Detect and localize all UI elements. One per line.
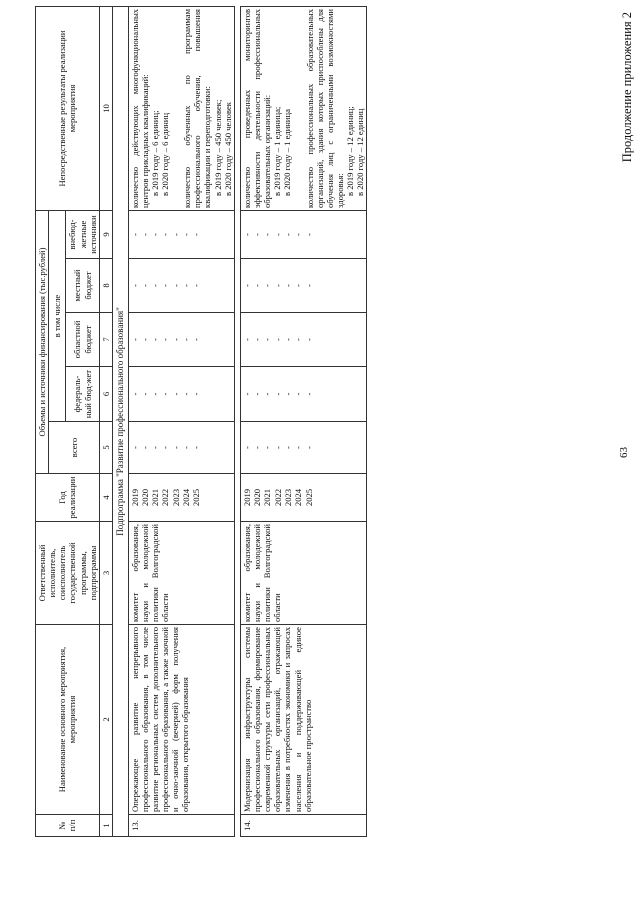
header-responsible: Ответственный исполнитель, соисполнитель государственной программы, подпрограммы [36,522,100,625]
implementation-years [240,474,367,522]
appendix-title: Продолжение приложения 2 [620,12,634,163]
funding-extra-value: - [170,233,181,236]
funding-federal-value: - [252,392,263,396]
funding-extra-value: - [262,233,273,236]
implementation-years [128,474,234,522]
column-number: 10 [99,6,112,210]
implementation-years-value: 2020 [252,488,263,507]
column-number: 4 [99,474,112,522]
result-line: в 2020 году – 12 единиц [355,108,366,196]
row-number: 13. [128,815,234,837]
funding-extra-value: - [303,233,314,236]
implementation-years-value: 2022 [272,488,283,507]
implementation-years-value: 2019 [241,488,252,507]
funding-federal-value: - [272,392,283,396]
column-number: 1 [99,815,112,837]
funding-federal-value: - [129,392,140,396]
funding-local-value: - [160,284,171,287]
program-table [35,6,367,837]
header-year: Год реализации [36,474,100,522]
column-number: 9 [99,210,112,258]
funding-local-value: - [241,284,252,287]
funding-local-value: - [293,284,304,287]
header-results: Непосредственные результаты реализации мероприятия [36,6,100,210]
implementation-years-value: 2021 [150,488,161,507]
funding-local-value: - [272,284,283,287]
funding-extra [240,210,367,258]
measure-name: Модернизация инфраструктуры системы профессионального образования, формирование современной структуры сети профессиональных образовательных организаций, отражающей изменения в потребностях экономики и запросах населения и поддерживающей единое образовательное пространство [240,625,367,815]
funding-local-value: - [191,284,202,287]
funding-regional-value: - [283,338,294,341]
funding-extra-value: - [150,233,161,236]
implementation-years-value: 2024 [293,488,304,507]
funding-local [240,259,367,313]
funding-extra-value: - [129,233,140,236]
result-line: количество обученных по программам профессионального обучения, повышения квалификации и переподготовки: [182,8,213,208]
funding-extra-value: - [293,233,304,236]
funding-local-value: - [139,284,150,287]
funding-regional-value: - [160,338,171,341]
funding-local-value: - [252,284,263,287]
header-name: Наименование основного мероприятия, мероприятия [36,625,100,815]
funding-total-value: - [283,446,294,449]
funding-extra-value: - [283,233,294,236]
implementation-years-value: 2023 [283,488,294,507]
measure-name: Опережающее развитие непрерывного профессионального образования, в том числе развитие региональных систем дополнительного профессионального образования, а также заочной и очно-заочной (вечерней) форм получения образования, открытого образования [128,625,234,815]
funding-regional [128,313,234,367]
funding-extra-value: - [160,233,171,236]
header-federal: федераль-ный бюд-жет [66,367,99,422]
funding-local-value: - [129,284,140,287]
funding-extra-value: - [272,233,283,236]
funding-total-value: - [181,446,192,449]
header-regional: областной бюджет [66,313,99,367]
funding-extra-value: - [191,233,202,236]
funding-regional-value: - [262,338,273,341]
header-local: местный бюджет [66,259,99,313]
subprogram-row [112,6,128,836]
result-line: в 2020 году – 1 единица [282,109,293,196]
result-line: в 2020 году – 6 единиц [160,112,171,196]
result-line: в 2019 году – 1 единица; [272,106,283,196]
column-number: 3 [99,522,112,625]
funding-local-value: - [303,284,314,287]
funding-regional-value: - [139,338,150,341]
funding-local-value: - [262,284,273,287]
implementation-years-value: 2023 [170,488,181,507]
funding-regional-value: - [303,338,314,341]
funding-extra-value: - [181,233,192,236]
funding-federal-value: - [139,392,150,396]
result-line: в 2020 году – 450 человек [222,102,233,196]
funding-extra [128,210,234,258]
funding-regional-value: - [241,338,252,341]
row-number: 14. [240,815,367,837]
column-numbers-row [99,6,112,836]
funding-total-value: - [272,446,283,449]
table-row [240,6,367,836]
result-line: количество проведенных мониторингов эффективности деятельности профессиональных образовательных организаций: [241,8,273,208]
implementation-years-value: 2024 [181,488,192,507]
funding-federal-value: - [262,392,273,396]
header-row-1 [36,6,49,836]
funding-regional-value: - [129,338,140,341]
result-line: в 2019 году – 12 единиц; [345,106,356,196]
funding-extra-value: - [252,233,263,236]
header-funding: Объемы и источники финансирования (тыс.рублей) [36,210,49,473]
header-including: в том числе [49,210,66,421]
funding-total-value: - [303,446,314,449]
funding-regional-value: - [170,338,181,341]
funding-local-value: - [181,284,192,287]
funding-regional-value: - [293,338,304,341]
page-number: 63 [618,447,630,458]
funding-total-value: - [160,446,171,449]
funding-total-value: - [170,446,181,449]
result-line: в 2019 году – 450 человек; [212,99,223,196]
funding-total-value: - [252,446,263,449]
funding-federal-value: - [293,392,304,396]
implementation-years-value: 2020 [139,488,150,507]
subprogram-title: Подпрограмма "Развитие профессионального образования" [112,6,128,836]
funding-regional-value: - [252,338,263,341]
funding-extra-value: - [139,233,150,236]
implementation-years-value: 2022 [160,488,171,507]
funding-total-value: - [139,446,150,449]
funding-federal [240,367,367,422]
funding-total [128,422,234,474]
funding-federal-value: - [181,392,192,396]
funding-total-value: - [293,446,304,449]
table-row [128,6,234,836]
funding-total-value: - [150,446,161,449]
header-extra: внебюд-жетные источники [66,210,99,258]
implementation-years-value: 2019 [129,488,140,507]
funding-federal [128,367,234,422]
implementation-years-value: 2021 [262,488,273,507]
funding-local [128,259,234,313]
funding-federal-value: - [170,392,181,396]
funding-local-value: - [283,284,294,287]
funding-federal-value: - [303,392,314,396]
funding-regional-value: - [150,338,161,341]
direct-results [128,6,234,210]
funding-extra-value: - [241,233,252,236]
funding-total-value: - [191,446,202,449]
funding-regional-value: - [191,338,202,341]
header-no: № п/п [36,815,100,837]
responsible-executor: комитет образования, науки и молодежной политики Волгоградской области [128,522,234,625]
funding-local-value: - [170,284,181,287]
funding-total-value: - [241,446,252,449]
funding-federal-value: - [283,392,294,396]
funding-federal-value: - [191,392,202,396]
column-number: 5 [99,422,112,474]
funding-federal-value: - [160,392,171,396]
column-number: 7 [99,313,112,367]
result-line: в 2019 году – 6 единиц; [149,110,160,196]
funding-total [240,422,367,474]
implementation-years-value: 2025 [303,488,314,507]
result-line: количество профессиональных образовательных организаций, здания которых приспособлены для обучения лиц с ограниченными возможностями здоровья: [304,8,345,208]
result-line: количество действующих многофункциональных центров прикладных квалификаций: [129,8,150,208]
funding-total-value: - [262,446,273,449]
funding-regional [240,313,367,367]
column-number: 2 [99,625,112,815]
implementation-years-value: 2025 [191,488,202,507]
funding-federal-value: - [150,392,161,396]
funding-regional-value: - [181,338,192,341]
responsible-executor: комитет образования, науки и молодежной политики Волгоградской области [240,522,367,625]
column-number: 8 [99,259,112,313]
funding-total-value: - [129,446,140,449]
header-total: всего [49,422,100,474]
funding-local-value: - [150,284,161,287]
direct-results [240,6,367,210]
funding-federal-value: - [241,392,252,396]
funding-regional-value: - [272,338,283,341]
column-number: 6 [99,367,112,422]
